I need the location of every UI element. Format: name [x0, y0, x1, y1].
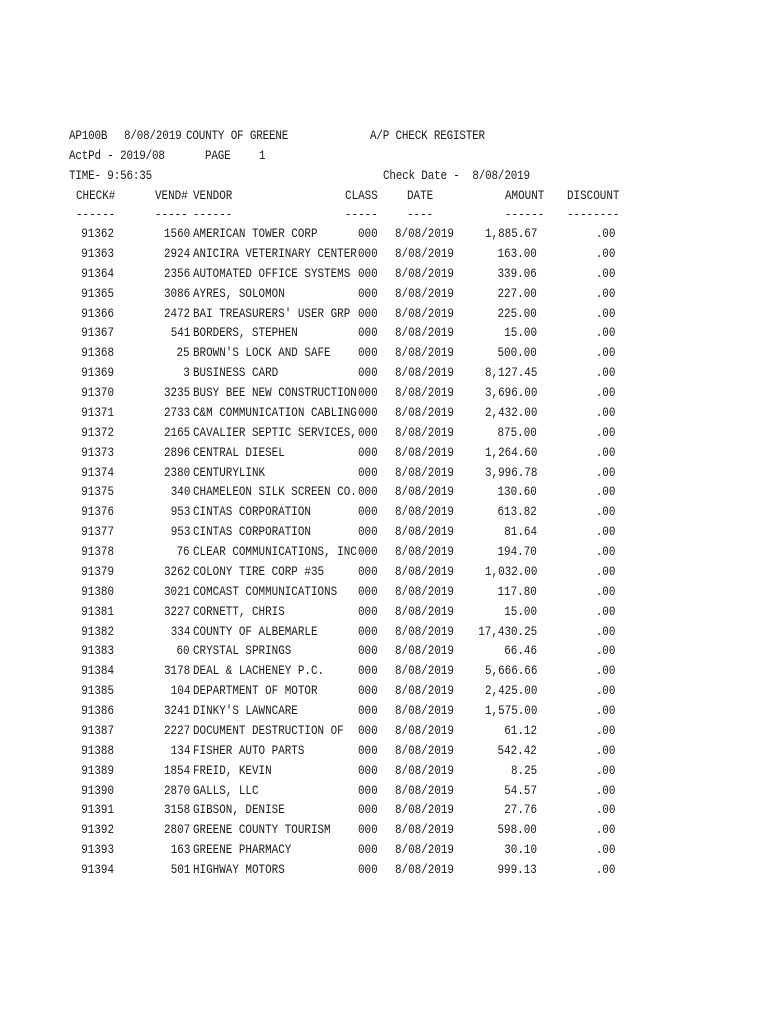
vendor-number: 2165 [163, 424, 190, 440]
check-number: 91391 [81, 802, 114, 818]
vendor-number: 2896 [163, 444, 190, 460]
class-code: 000 [358, 862, 378, 877]
underline-vend: ----- [155, 207, 188, 222]
table-row [0, 723, 770, 743]
entity-name: COUNTY OF GREENE [186, 128, 289, 143]
vendor-name: CHAMELEON SILK SCREEN CO. [193, 484, 357, 500]
class-code: 000 [358, 742, 378, 758]
check-date: 8/08/2019 [395, 822, 454, 838]
class-code: 000 [358, 623, 378, 639]
table-row [0, 325, 770, 345]
vendor-number: 3241 [163, 703, 190, 718]
vendor-name: CENTRAL DIESEL [193, 444, 285, 460]
check-number: 91368 [81, 345, 114, 361]
check-date: 8/08/2019 [395, 762, 454, 778]
discount-amount: .00 [595, 822, 615, 838]
class-code: 000 [358, 305, 378, 321]
class-code: 000 [358, 444, 378, 460]
class-code: 000 [358, 603, 378, 619]
check-date: 8/08/2019 [395, 345, 454, 361]
class-code: 000 [358, 544, 378, 559]
vendor-number: 1854 [163, 762, 190, 778]
check-number: 91390 [81, 782, 114, 798]
check-amount: 1,264.60 [484, 444, 537, 460]
discount-amount: .00 [595, 404, 615, 420]
discount-amount: .00 [595, 325, 615, 341]
vendor-name: DOCUMENT DESTRUCTION OF [193, 722, 344, 738]
table-row [0, 663, 770, 683]
check-number: 91380 [81, 583, 114, 599]
class-code: 000 [358, 722, 378, 738]
vendor-number: 163 [170, 842, 190, 858]
discount-amount: .00 [595, 524, 615, 540]
check-number: 91366 [81, 305, 114, 321]
vendor-name: GREENE PHARMACY [193, 842, 292, 858]
check-number: 91383 [81, 643, 114, 659]
check-amount: 163.00 [497, 245, 537, 261]
check-date: 8/08/2019 [395, 285, 454, 301]
check-number: 91371 [81, 404, 114, 420]
vendor-number: 60 [176, 643, 190, 659]
check-number: 91384 [81, 663, 114, 679]
column-header-vend: VEND# [155, 188, 188, 203]
discount-amount: .00 [595, 504, 615, 520]
check-amount: 130.60 [497, 484, 537, 500]
discount-amount: .00 [595, 742, 615, 758]
run-time: TIME- 9:56:35 [69, 168, 153, 183]
table-row [0, 564, 770, 584]
report-title: A/P CHECK REGISTER [370, 128, 485, 143]
class-code: 000 [358, 683, 378, 699]
check-amount: 1,885.67 [484, 226, 537, 241]
table-row [0, 286, 770, 306]
check-number: 91388 [81, 742, 114, 758]
check-date: 8/08/2019 [395, 603, 454, 619]
check-date: 8/08/2019 [395, 742, 454, 758]
vendor-number: 2380 [163, 464, 190, 480]
table-row [0, 584, 770, 604]
page-label: PAGE [205, 148, 231, 163]
class-code: 000 [358, 365, 378, 381]
underline-vendor: ------ [193, 207, 233, 222]
class-code: 000 [358, 822, 378, 838]
class-code: 000 [358, 404, 378, 420]
class-code: 000 [358, 484, 378, 500]
vendor-number: 334 [170, 623, 190, 639]
check-amount: 15.00 [504, 603, 537, 619]
check-date: 8/08/2019 [395, 524, 454, 540]
check-date: 8/08/2019 [395, 424, 454, 440]
check-date: 8/08/2019 [395, 404, 454, 420]
vendor-number: 3235 [163, 385, 190, 400]
check-number: 91377 [81, 524, 114, 540]
discount-amount: .00 [595, 484, 615, 500]
check-amount: 598.00 [497, 822, 537, 838]
table-row [0, 544, 770, 564]
vendor-name: CINTAS CORPORATION [193, 524, 311, 540]
class-code: 000 [358, 663, 378, 679]
discount-amount: .00 [595, 703, 615, 718]
vendor-name: DINKY'S LAWNCARE [193, 703, 298, 718]
discount-amount: .00 [595, 305, 615, 321]
table-row [0, 862, 770, 882]
table-row [0, 226, 770, 246]
vendor-number: 3086 [163, 285, 190, 301]
discount-amount: .00 [595, 603, 615, 619]
check-amount: 194.70 [497, 544, 537, 559]
check-number: 91369 [81, 365, 114, 381]
check-date: 8/08/2019 [395, 563, 454, 579]
check-date: Check Date - 8/08/2019 [383, 168, 530, 183]
vendor-number: 76 [176, 544, 190, 559]
class-code: 000 [358, 504, 378, 520]
check-number: 91372 [81, 424, 114, 440]
vendor-number: 541 [170, 325, 190, 341]
check-date: 8/08/2019 [395, 305, 454, 321]
vendor-name: COLONY TIRE CORP #35 [193, 563, 325, 579]
check-amount: 3,996.78 [484, 464, 537, 480]
discount-amount: .00 [595, 444, 615, 460]
class-code: 000 [358, 385, 378, 400]
column-header-discount: DISCOUNT [567, 188, 620, 203]
check-number: 91365 [81, 285, 114, 301]
table-row [0, 524, 770, 544]
vendor-name: HIGHWAY MOTORS [193, 862, 285, 877]
table-row [0, 842, 770, 862]
discount-amount: .00 [595, 226, 615, 241]
check-number: 91387 [81, 722, 114, 738]
vendor-number: 2227 [163, 722, 190, 738]
vendor-number: 2733 [163, 404, 190, 420]
table-row [0, 504, 770, 524]
check-amount: 27.76 [504, 802, 537, 818]
column-header-amount: AMOUNT [505, 188, 545, 203]
vendor-number: 2472 [163, 305, 190, 321]
class-code: 000 [358, 643, 378, 659]
discount-amount: .00 [595, 424, 615, 440]
check-date: 8/08/2019 [395, 464, 454, 480]
column-header-vendor: VENDOR [193, 188, 233, 203]
check-number: 91394 [81, 862, 114, 877]
discount-amount: .00 [595, 663, 615, 679]
check-number: 91370 [81, 385, 114, 400]
vendor-name: ANICIRA VETERINARY CENTER [193, 245, 357, 261]
check-register-rows [0, 226, 770, 882]
class-code: 000 [358, 782, 378, 798]
page-number: 1 [259, 148, 266, 163]
vendor-number: 340 [170, 484, 190, 500]
run-date: 8/08/2019 [124, 128, 182, 143]
check-amount: 999.13 [497, 862, 537, 877]
class-code: 000 [358, 245, 378, 261]
class-code: 000 [358, 424, 378, 440]
table-row [0, 385, 770, 405]
table-row [0, 484, 770, 504]
check-number: 91376 [81, 504, 114, 520]
accounting-period: ActPd - 2019/08 [69, 148, 165, 163]
vendor-number: 3227 [163, 603, 190, 619]
discount-amount: .00 [595, 345, 615, 361]
vendor-number: 953 [170, 524, 190, 540]
vendor-name: CORNETT, CHRIS [193, 603, 285, 619]
check-amount: 8,127.45 [484, 365, 537, 381]
check-date: 8/08/2019 [395, 583, 454, 599]
check-date: 8/08/2019 [395, 385, 454, 400]
column-header-class: CLASS [345, 188, 378, 203]
check-date: 8/08/2019 [395, 663, 454, 679]
table-row [0, 604, 770, 624]
discount-amount: .00 [595, 842, 615, 858]
discount-amount: .00 [595, 623, 615, 639]
discount-amount: .00 [595, 782, 615, 798]
discount-amount: .00 [595, 265, 615, 281]
discount-amount: .00 [595, 762, 615, 778]
check-date: 8/08/2019 [395, 484, 454, 500]
check-date: 8/08/2019 [395, 245, 454, 261]
check-amount: 875.00 [497, 424, 537, 440]
vendor-name: BORDERS, STEPHEN [193, 325, 298, 341]
vendor-number: 2870 [163, 782, 190, 798]
vendor-name: COMCAST COMMUNICATIONS [193, 583, 338, 599]
check-amount: 542.42 [497, 742, 537, 758]
underline-check: ------ [76, 207, 116, 222]
check-number: 91374 [81, 464, 114, 480]
vendor-number: 3021 [163, 583, 190, 599]
class-code: 000 [358, 345, 378, 361]
check-amount: 66.46 [504, 643, 537, 659]
class-code: 000 [358, 226, 378, 241]
vendor-number: 3158 [163, 802, 190, 818]
check-number: 91363 [81, 245, 114, 261]
discount-amount: .00 [595, 643, 615, 659]
table-row [0, 246, 770, 266]
check-number: 91386 [81, 703, 114, 718]
class-code: 000 [358, 265, 378, 281]
check-amount: 17,430.25 [478, 623, 537, 639]
check-amount: 1,032.00 [484, 563, 537, 579]
table-row [0, 405, 770, 425]
check-amount: 227.00 [497, 285, 537, 301]
check-number: 91392 [81, 822, 114, 838]
discount-amount: .00 [595, 365, 615, 381]
vendor-name: BAI TREASURERS' USER GRP [193, 305, 351, 321]
table-row [0, 802, 770, 822]
vendor-number: 953 [170, 504, 190, 520]
vendor-name: CENTURYLINK [193, 464, 266, 480]
check-date: 8/08/2019 [395, 265, 454, 281]
table-row [0, 643, 770, 663]
vendor-name: GREENE COUNTY TOURISM [193, 822, 331, 838]
discount-amount: .00 [595, 544, 615, 559]
vendor-number: 134 [170, 742, 190, 758]
table-row [0, 465, 770, 485]
class-code: 000 [358, 703, 378, 718]
table-row [0, 624, 770, 644]
check-date: 8/08/2019 [395, 544, 454, 559]
check-date: 8/08/2019 [395, 722, 454, 738]
discount-amount: .00 [595, 583, 615, 599]
check-number: 91364 [81, 265, 114, 281]
class-code: 000 [358, 285, 378, 301]
check-date: 8/08/2019 [395, 643, 454, 659]
class-code: 000 [358, 583, 378, 599]
table-row [0, 683, 770, 703]
check-amount: 1,575.00 [484, 703, 537, 718]
discount-amount: .00 [595, 563, 615, 579]
vendor-name: DEPARTMENT OF MOTOR [193, 683, 318, 699]
check-date: 8/08/2019 [395, 842, 454, 858]
check-date: 8/08/2019 [395, 683, 454, 699]
column-header-check: CHECK# [76, 188, 116, 203]
vendor-name: CAVALIER SEPTIC SERVICES, [193, 424, 357, 440]
table-row [0, 445, 770, 465]
check-amount: 117.80 [497, 583, 537, 599]
discount-amount: .00 [595, 802, 615, 818]
check-amount: 2,432.00 [484, 404, 537, 420]
check-date: 8/08/2019 [395, 504, 454, 520]
table-row [0, 743, 770, 763]
check-amount: 30.10 [504, 842, 537, 858]
check-amount: 225.00 [497, 305, 537, 321]
vendor-number: 501 [170, 862, 190, 877]
vendor-name: AYRES, SOLOMON [193, 285, 285, 301]
table-row [0, 266, 770, 286]
vendor-name: FREID, KEVIN [193, 762, 272, 778]
check-number: 91393 [81, 842, 114, 858]
vendor-number: 104 [170, 683, 190, 699]
discount-amount: .00 [595, 683, 615, 699]
vendor-name: BROWN'S LOCK AND SAFE [193, 345, 331, 361]
check-date: 8/08/2019 [395, 444, 454, 460]
vendor-name: GALLS, LLC [193, 782, 259, 798]
vendor-name: AUTOMATED OFFICE SYSTEMS [193, 265, 351, 281]
discount-amount: .00 [595, 245, 615, 261]
check-date: 8/08/2019 [395, 782, 454, 798]
table-row [0, 822, 770, 842]
vendor-name: CRYSTAL SPRINGS [193, 643, 292, 659]
underline-discount: -------- [567, 207, 620, 222]
table-row [0, 425, 770, 445]
vendor-name: C&M COMMUNICATION CABLING [193, 404, 357, 420]
underline-class: ----- [345, 207, 378, 222]
vendor-name: CINTAS CORPORATION [193, 504, 311, 520]
class-code: 000 [358, 842, 378, 858]
check-number: 91362 [81, 226, 114, 241]
class-code: 000 [358, 802, 378, 818]
check-number: 91389 [81, 762, 114, 778]
vendor-name: CLEAR COMMUNICATIONS, INC [193, 544, 357, 559]
check-number: 91375 [81, 484, 114, 500]
check-amount: 8.25 [510, 762, 537, 778]
table-row [0, 365, 770, 385]
class-code: 000 [358, 762, 378, 778]
table-row [0, 703, 770, 723]
vendor-name: GIBSON, DENISE [193, 802, 285, 818]
discount-amount: .00 [595, 722, 615, 738]
check-amount: 2,425.00 [484, 683, 537, 699]
discount-amount: .00 [595, 464, 615, 480]
vendor-number: 2924 [163, 245, 190, 261]
underline-date: ---- [407, 207, 434, 222]
class-code: 000 [358, 325, 378, 341]
vendor-name: BUSY BEE NEW CONSTRUCTION [193, 385, 357, 400]
check-date: 8/08/2019 [395, 802, 454, 818]
discount-amount: .00 [595, 285, 615, 301]
table-row [0, 345, 770, 365]
vendor-name: BUSINESS CARD [193, 365, 279, 381]
class-code: 000 [358, 563, 378, 579]
check-number: 91378 [81, 544, 114, 559]
table-row [0, 763, 770, 783]
check-amount: 54.57 [504, 782, 537, 798]
check-date: 8/08/2019 [395, 862, 454, 877]
vendor-name: FISHER AUTO PARTS [193, 742, 305, 758]
discount-amount: .00 [595, 385, 615, 400]
vendor-name: COUNTY OF ALBEMARLE [193, 623, 318, 639]
check-amount: 81.64 [504, 524, 537, 540]
check-number: 91382 [81, 623, 114, 639]
check-number: 91373 [81, 444, 114, 460]
check-date: 8/08/2019 [395, 703, 454, 718]
check-amount: 61.12 [504, 722, 537, 738]
check-number: 91385 [81, 683, 114, 699]
vendor-number: 2356 [163, 265, 190, 281]
check-date: 8/08/2019 [395, 623, 454, 639]
vendor-number: 3262 [163, 563, 190, 579]
vendor-number: 25 [176, 345, 190, 361]
discount-amount: .00 [595, 862, 615, 877]
vendor-name: AMERICAN TOWER CORP [193, 226, 318, 241]
column-header-date: DATE [407, 188, 434, 203]
underline-amount: ------ [505, 207, 545, 222]
vendor-number: 2807 [163, 822, 190, 838]
class-code: 000 [358, 464, 378, 480]
check-amount: 5,666.66 [484, 663, 537, 679]
check-amount: 339.06 [497, 265, 537, 281]
check-number: 91379 [81, 563, 114, 579]
check-amount: 15.00 [504, 325, 537, 341]
vendor-number: 3178 [163, 663, 190, 679]
report-id: AP100B [69, 128, 108, 143]
check-number: 91367 [81, 325, 114, 341]
check-date: 8/08/2019 [395, 325, 454, 341]
class-code: 000 [358, 524, 378, 540]
vendor-name: DEAL & LACHENEY P.C. [193, 663, 325, 679]
vendor-number: 3 [183, 365, 190, 381]
table-row [0, 306, 770, 326]
check-date: 8/08/2019 [395, 365, 454, 381]
check-amount: 613.82 [497, 504, 537, 520]
check-number: 91381 [81, 603, 114, 619]
vendor-number: 1560 [163, 226, 190, 241]
table-row [0, 783, 770, 803]
check-date: 8/08/2019 [395, 226, 454, 241]
check-amount: 500.00 [497, 345, 537, 361]
check-amount: 3,696.00 [484, 385, 537, 400]
